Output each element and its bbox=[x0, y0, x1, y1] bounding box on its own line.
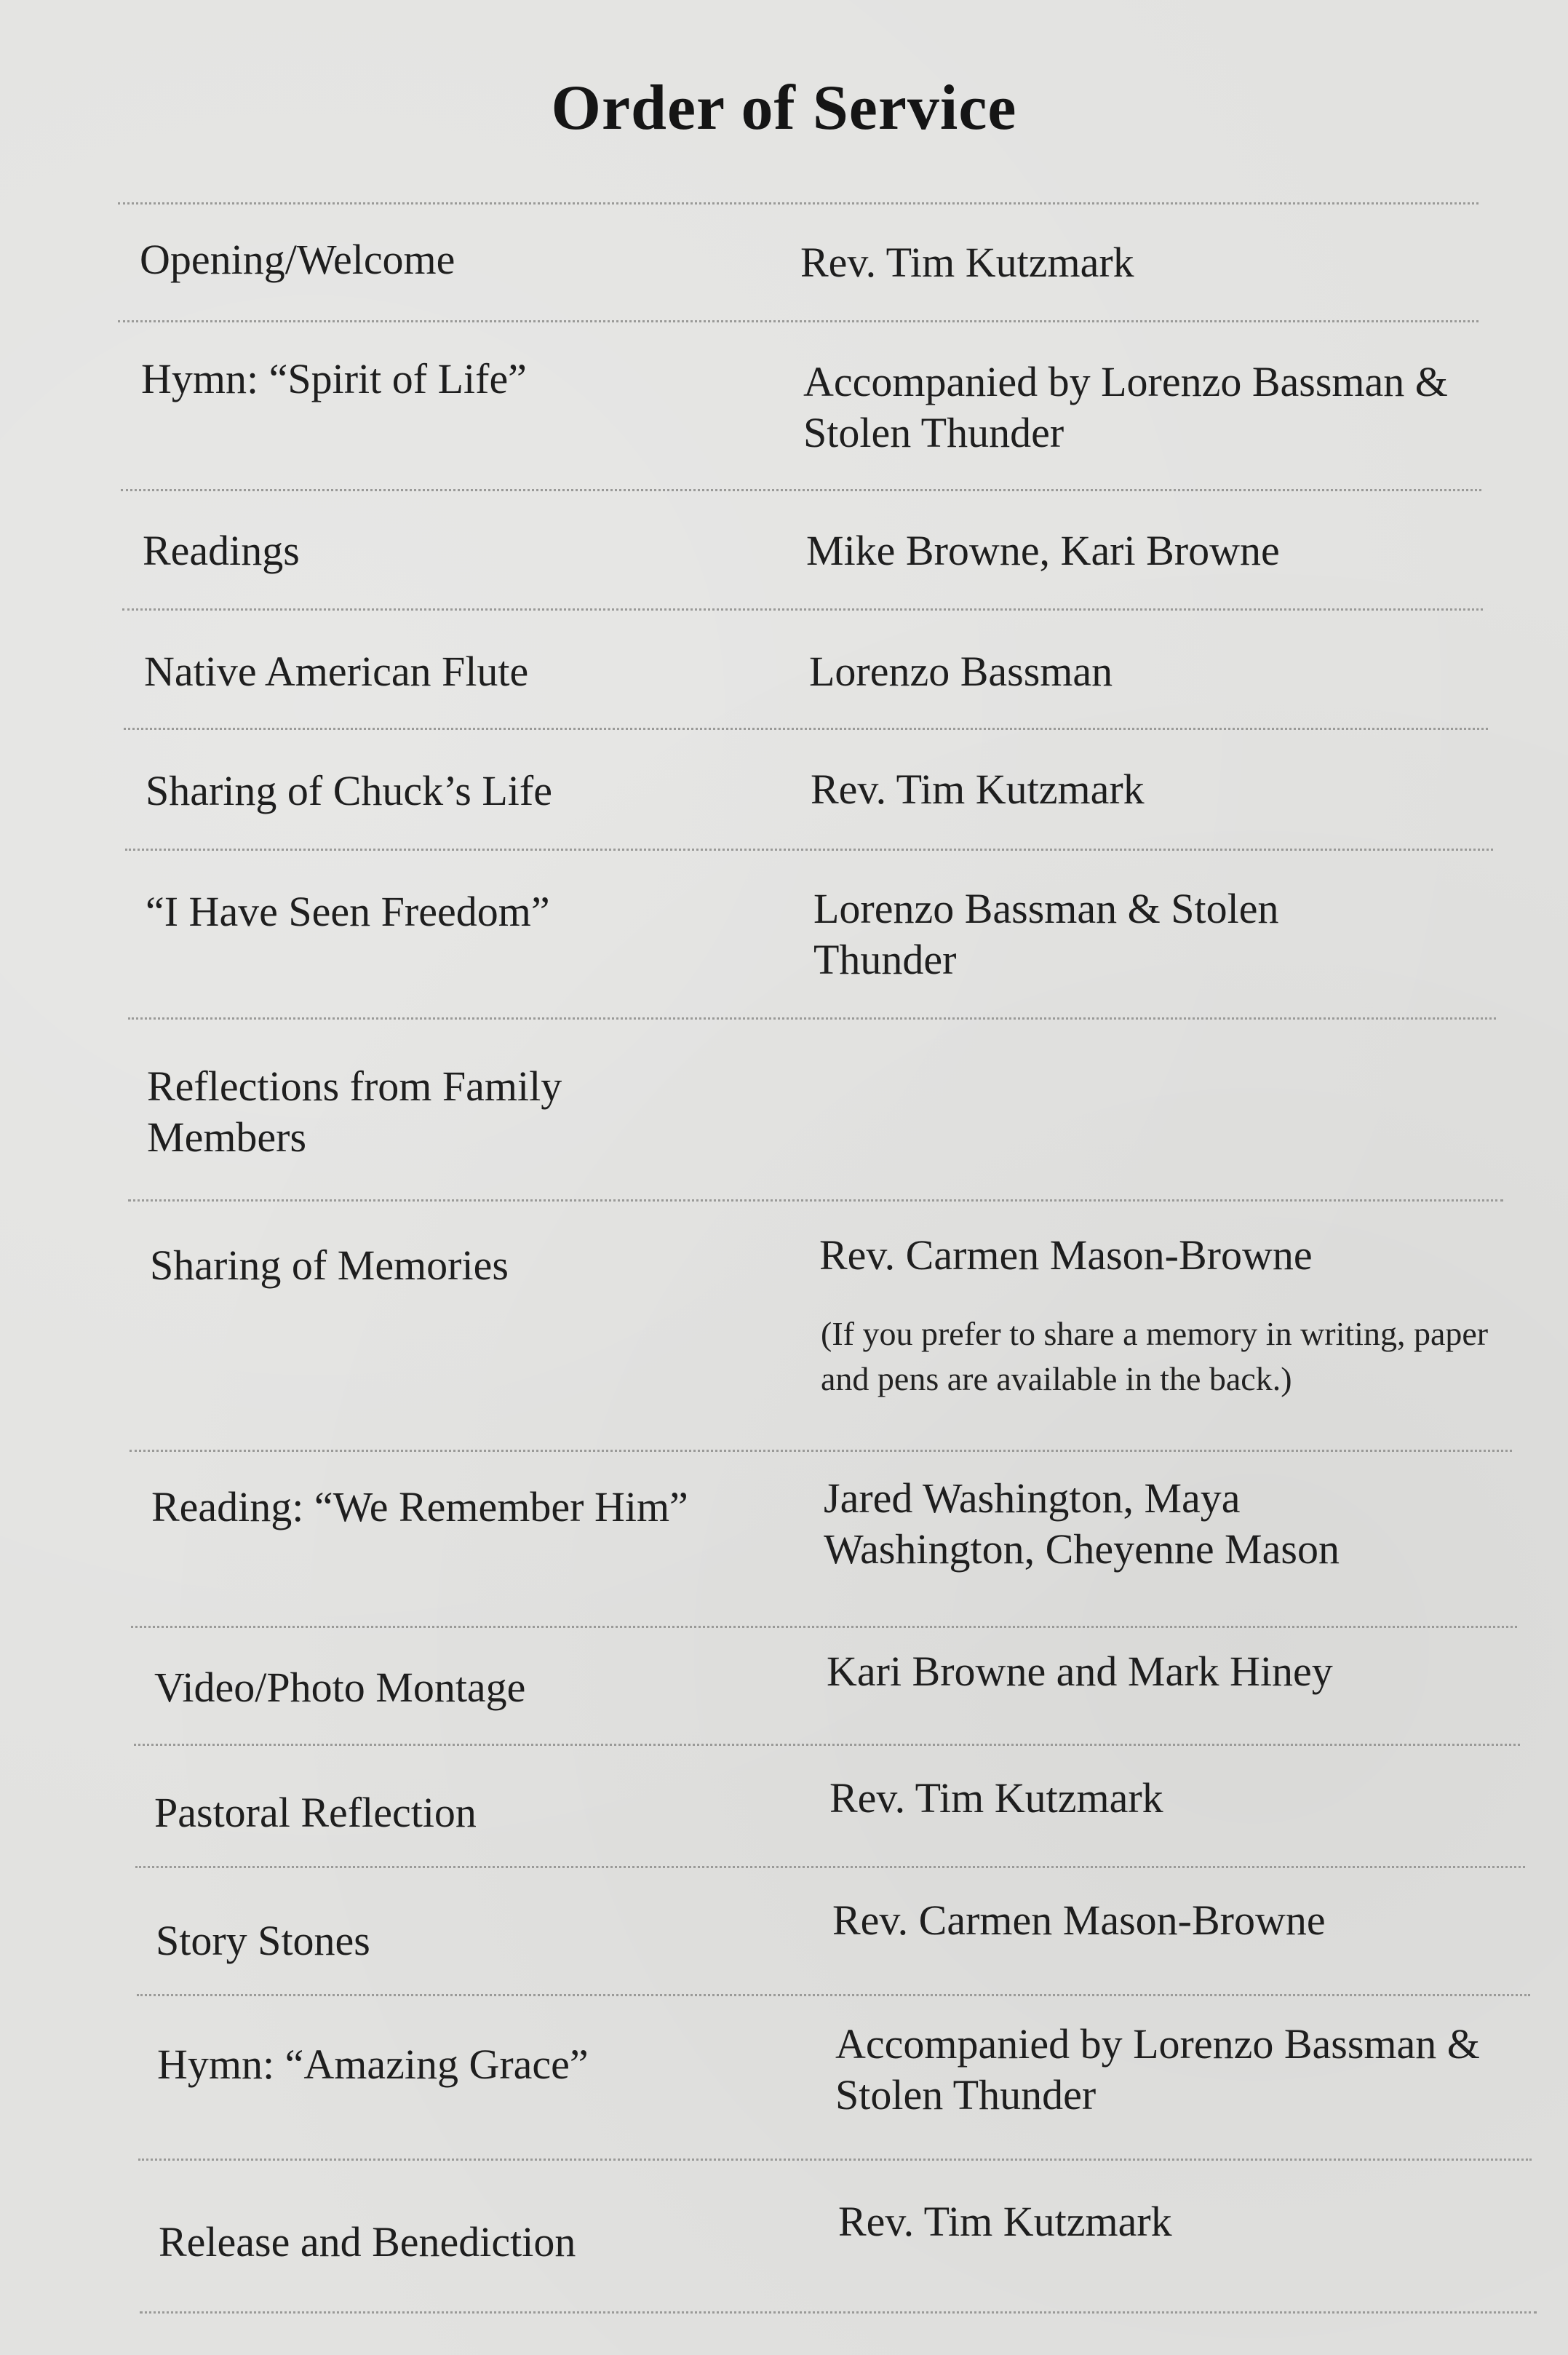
divider bbox=[124, 728, 1488, 730]
divider bbox=[140, 2311, 1537, 2314]
service-participant: Lorenzo Bassman & Stolen Thunder bbox=[813, 885, 1279, 983]
divider bbox=[135, 1866, 1525, 1868]
service-participant: Accompanied by Lorenzo Bassman & Stolen Thunder bbox=[835, 2020, 1480, 2118]
divider bbox=[128, 1017, 1496, 1020]
service-participant: Rev. Tim Kutzmark bbox=[811, 766, 1145, 813]
service-participant: Jared Washington, Maya Washington, Cheyenne Mason bbox=[824, 1474, 1340, 1573]
divider bbox=[137, 1994, 1530, 1996]
service-item: “I Have Seen Freedom” bbox=[146, 888, 550, 935]
service-item: Story Stones bbox=[156, 1917, 370, 1964]
service-participant: Rev. Tim Kutzmark bbox=[800, 239, 1134, 286]
divider bbox=[134, 1744, 1520, 1746]
divider bbox=[122, 608, 1483, 611]
service-item: Reading: “We Remember Him” bbox=[151, 1483, 688, 1530]
service-item: Hymn: “Spirit of Life” bbox=[141, 355, 527, 402]
service-participant: Accompanied by Lorenzo Bassman & Stolen Thunder bbox=[803, 358, 1448, 456]
divider bbox=[138, 2159, 1532, 2161]
service-participant: Rev. Tim Kutzmark bbox=[838, 2198, 1172, 2245]
divider bbox=[128, 1199, 1503, 1202]
divider bbox=[125, 849, 1493, 851]
service-item: Opening/Welcome bbox=[140, 236, 455, 283]
divider bbox=[131, 1626, 1517, 1628]
service-item: Native American Flute bbox=[144, 648, 529, 695]
page-title: Order of Service bbox=[551, 73, 1017, 143]
service-item: Readings bbox=[143, 527, 300, 574]
service-participant: Rev. Tim Kutzmark bbox=[829, 1774, 1163, 1822]
service-item: Reflections from Family Members bbox=[147, 1063, 562, 1161]
service-item: Release and Benediction bbox=[159, 2218, 576, 2265]
divider bbox=[118, 202, 1479, 204]
divider bbox=[130, 1450, 1512, 1452]
service-participant: Mike Browne, Kari Browne bbox=[806, 527, 1280, 574]
service-item: Hymn: “Amazing Grace” bbox=[157, 2041, 589, 2088]
service-item: Pastoral Reflection bbox=[154, 1789, 477, 1836]
service-participant: Lorenzo Bassman bbox=[809, 648, 1113, 695]
service-note: (If you prefer to share a memory in writing, paper and pens are available in the back.) bbox=[821, 1315, 1489, 1397]
divider bbox=[118, 320, 1479, 322]
service-item: Video/Photo Montage bbox=[154, 1664, 526, 1711]
service-item: Sharing of Chuck’s Life bbox=[146, 767, 552, 814]
service-participant: Rev. Carmen Mason-Browne bbox=[819, 1231, 1313, 1279]
divider bbox=[121, 489, 1481, 491]
service-participant: Rev. Carmen Mason-Browne bbox=[832, 1897, 1326, 1944]
service-participant: Kari Browne and Mark Hiney bbox=[827, 1648, 1333, 1695]
service-item: Sharing of Memories bbox=[150, 1242, 509, 1289]
